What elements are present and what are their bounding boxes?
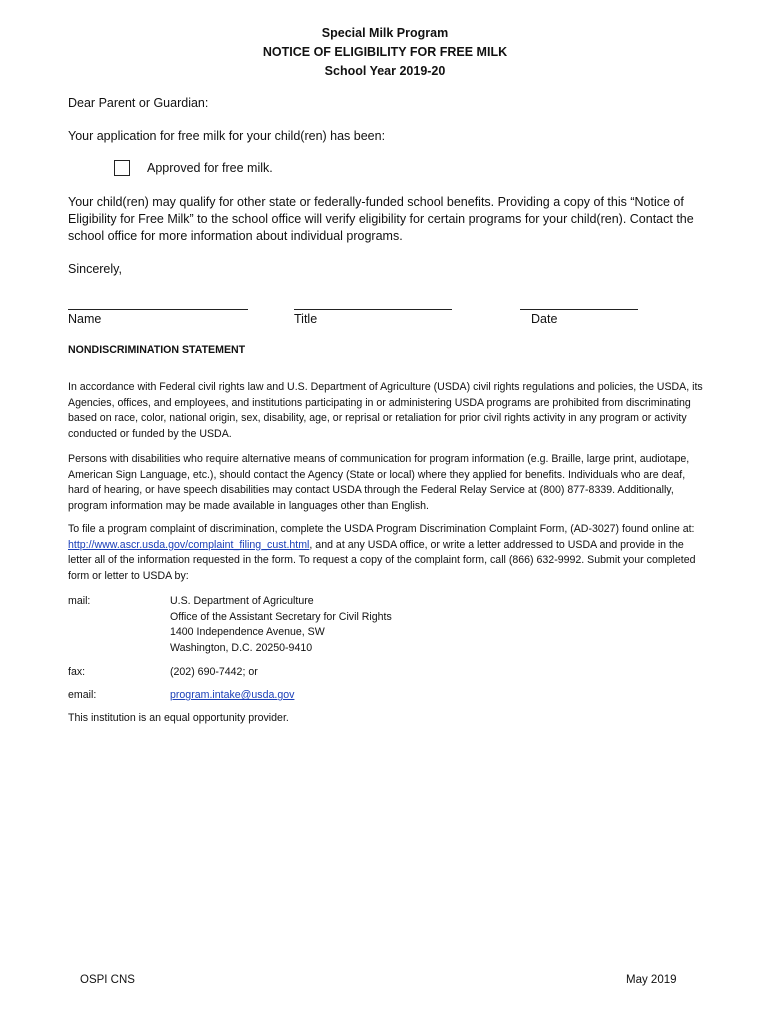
salutation: Dear Parent or Guardian: bbox=[68, 96, 209, 110]
equal-opportunity-statement: This institution is an equal opportunity provider. bbox=[68, 712, 289, 724]
program-title: Special Milk Program bbox=[321, 26, 449, 40]
fax-number: (202) 690-7442; or bbox=[170, 666, 258, 678]
approved-checkbox[interactable] bbox=[114, 160, 130, 176]
title-label: Title bbox=[294, 312, 318, 326]
qualify-paragraph: Your child(ren) may qualify for other state or federally-funded school benefits. Providing a copy of this “Notice of Eligibility for Free Milk” to the school office will verify eligibility for certain programs for your child(ren). Contact the school office for more information about individual programs. bbox=[68, 195, 694, 243]
nondiscrimination-heading: NONDISCRIMINATION STATEMENT bbox=[68, 344, 246, 356]
mail-address-line-1: U.S. Department of Agriculture bbox=[170, 595, 314, 607]
closing: Sincerely, bbox=[68, 262, 122, 276]
email-label: email: bbox=[68, 689, 97, 701]
date-signature-line[interactable] bbox=[520, 297, 638, 310]
mail-address-line-2: Office of the Assistant Secretary for Civil Rights bbox=[170, 610, 392, 623]
notice-title: NOTICE OF ELIGIBILITY FOR FREE MILK bbox=[262, 45, 508, 59]
school-year-title: School Year 2019-20 bbox=[324, 64, 446, 78]
nondiscrimination-paragraph-1: In accordance with Federal civil rights law and U.S. Department of Agriculture (USDA) civil rights regulations and policies, the USDA, its Agencies, offices, and employees, and institutions participating in or administering USDA programs are prohibited from discriminating based on race, color, national origin, sex, disability, age, or reprisal or retaliation for prior civil rights activity in any program or activity conducted or funded by the USDA. bbox=[68, 381, 703, 440]
email-link[interactable]: program.intake@usda.gov bbox=[170, 689, 295, 701]
application-status-text: Your application for free milk for your child(ren) has been: bbox=[68, 129, 386, 143]
mail-address-line-4: Washington, D.C. 20250-9410 bbox=[170, 641, 313, 654]
approved-label: Approved for free milk. bbox=[147, 161, 273, 175]
mail-address-line-3: 1400 Independence Avenue, SW bbox=[170, 626, 325, 638]
nondiscrimination-paragraph-2: Persons with disabilities who require alternative means of communication for program information (e.g. Braille, large print, audiotape, American Sign Language, etc.), should contact the Agency (State or local) where they applied for benefits. Individuals who are deaf, hard of hearing, or have speech disabilities may contact USDA through the Federal Relay Service at (800) 877-8339. Additionally, program information may be made available in languages other than English. bbox=[68, 453, 690, 512]
complaint-form-link[interactable]: http://www.ascr.usda.gov/complaint_filing_cust.html bbox=[68, 538, 310, 551]
footer-organization: OSPI CNS bbox=[80, 974, 135, 986]
mail-label: mail: bbox=[68, 595, 91, 607]
fax-label: fax: bbox=[68, 666, 86, 678]
date-label: Date bbox=[531, 312, 558, 326]
title-signature-line[interactable] bbox=[294, 297, 452, 310]
nondiscrimination-paragraph-3 bbox=[68, 522, 708, 584]
name-signature-line[interactable] bbox=[68, 297, 248, 310]
name-label: Name bbox=[68, 312, 102, 326]
complaint-text-after-link: , and at any USDA office, or write a letter addressed to USDA and provide in the letter all of the information requested in the form. To request a copy of the complaint form, call (866) 632-9992. Submit your completed form or letter to USDA by: bbox=[68, 538, 696, 582]
footer-date: May 2019 bbox=[626, 974, 677, 986]
complaint-text-before-link: To file a program complaint of discrimination, complete the USDA Program Discrimination Complaint Form, (AD-3027) found online at: bbox=[68, 523, 695, 535]
